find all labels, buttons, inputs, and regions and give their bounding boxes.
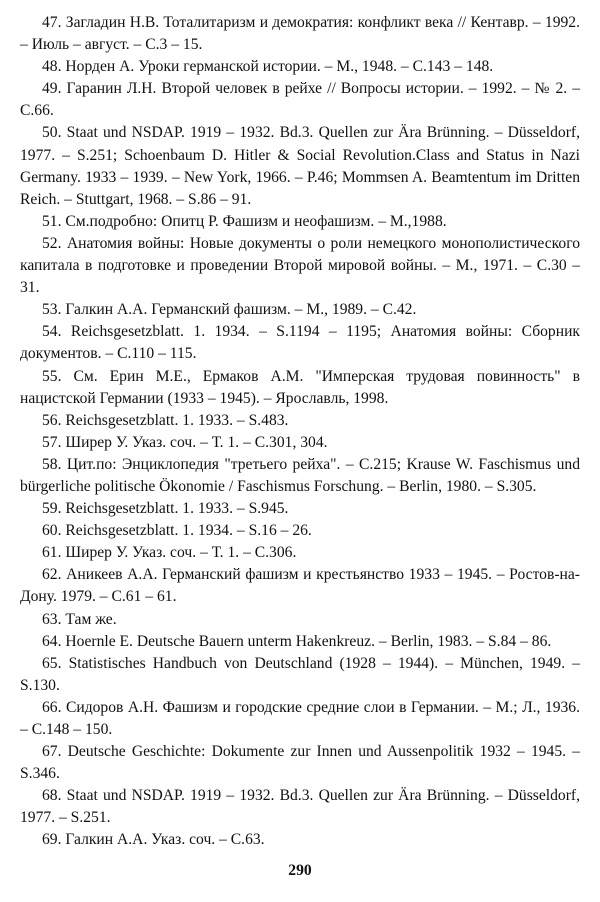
endnote-56: 56. Reichsgesetzblatt. 1. 1933. – S.483. xyxy=(42,411,289,429)
endnote-68: 68. Staat und NSDAP. 1919 – 1932. Bd.3. Quellen zur Ära Brünning. – Düsseldorf, 1977. – S.251. xyxy=(20,787,580,827)
endnote-57: 57. Ширер У. Указ. соч. – Т. 1. – С.301, 304. xyxy=(42,433,328,451)
endnote-60: 60. Reichsgesetzblatt. 1. 1934. – S.16 – 26. xyxy=(42,522,312,540)
endnote-69: 69. Галкин А.А. Указ. соч. – С.63. xyxy=(42,831,265,849)
endnotes-list xyxy=(20,12,580,852)
endnote-63: 63. Там же. xyxy=(42,610,117,628)
page-number: 290 xyxy=(288,862,312,879)
endnote-65: 65. Statistisches Handbuch von Deutschland (1928 – 1944). – München, 1949. – S.130. xyxy=(20,654,580,694)
endnote-52: 52. Анатомия войны: Новые документы о роли немецкого монополистического капитала в подготовке и проведении Второй мировой войны. – М., 1971. – С.30 – 31. xyxy=(20,234,580,297)
endnote-50: 50. Staat und NSDAP. 1919 – 1932. Bd.3. Quellen zur Ära Brünning. – Düsseldorf, 1977. – S.251; Schoenbaum D. Hitler & Social Revolution.Class and Status in Nazi Germany. 1933 – 1939. – New York, 1966. – P.46; Mommsen A. Beamtentum im Dritten Reich. – Stuttgart, 1968. – S.86 – 91. xyxy=(20,124,580,208)
endnote-61: 61. Ширер У. Указ. соч. – Т. 1. – С.306. xyxy=(42,544,297,562)
endnote-49: 49. Гаранин Л.Н. Второй человек в рейхе // Вопросы истории. – 1992. – № 2. – С.66. xyxy=(20,80,580,120)
endnote-66: 66. Сидоров А.Н. Фашизм и городские средние слои в Германии. – М.; Л., 1936. – С.148 – 150. xyxy=(20,698,580,738)
endnote-47: 47. Загладин Н.В. Тоталитаризм и демократия: конфликт века // Кентавр. – 1992. – Июль – август. – С.3 – 15. xyxy=(20,14,580,54)
endnote-59: 59. Reichsgesetzblatt. 1. 1933. – S.945. xyxy=(42,500,289,518)
endnote-53: 53. Галкин А.А. Германский фашизм. – М., 1989. – С.42. xyxy=(42,301,417,319)
endnote-58: 58. Цит.по: Энциклопедия "третьего рейха". – С.215; Krause W. Faschismus und bürgerliche politische Ökonomie / Faschismus Forschung. – Berlin, 1980. – S.305. xyxy=(20,455,580,495)
endnote-55: 55. См. Ерин М.Е., Ермаков А.М. "Имперская трудовая повинность" в нацистской Германии (1933 – 1945). – Ярославль, 1998. xyxy=(20,367,580,407)
endnote-48: 48. Норден А. Уроки германской истории. – М., 1948. – С.143 – 148. xyxy=(42,58,494,76)
endnote-62: 62. Аникеев А.А. Германский фашизм и крестьянство 1933 – 1945. – Ростов-на-Дону. 1979. – С.61 – 61. xyxy=(20,566,580,606)
endnote-64: 64. Hoernle E. Deutsche Bauern unterm Hakenkreuz. – Berlin, 1983. – S.84 – 86. xyxy=(42,632,552,650)
endnote-54: 54. Reichsgesetzblatt. 1. 1934. – S.1194 – 1195; Анатомия войны: Сборник документов. – С.110 – 115. xyxy=(20,323,580,363)
endnote-51: 51. См.подробно: Опитц Р. Фашизм и неофашизм. – М.,1988. xyxy=(42,212,447,230)
endnote-67: 67. Deutsche Geschichte: Dokumente zur Innen und Aussenpolitik 1932 – 1945. – S.346. xyxy=(20,743,580,783)
